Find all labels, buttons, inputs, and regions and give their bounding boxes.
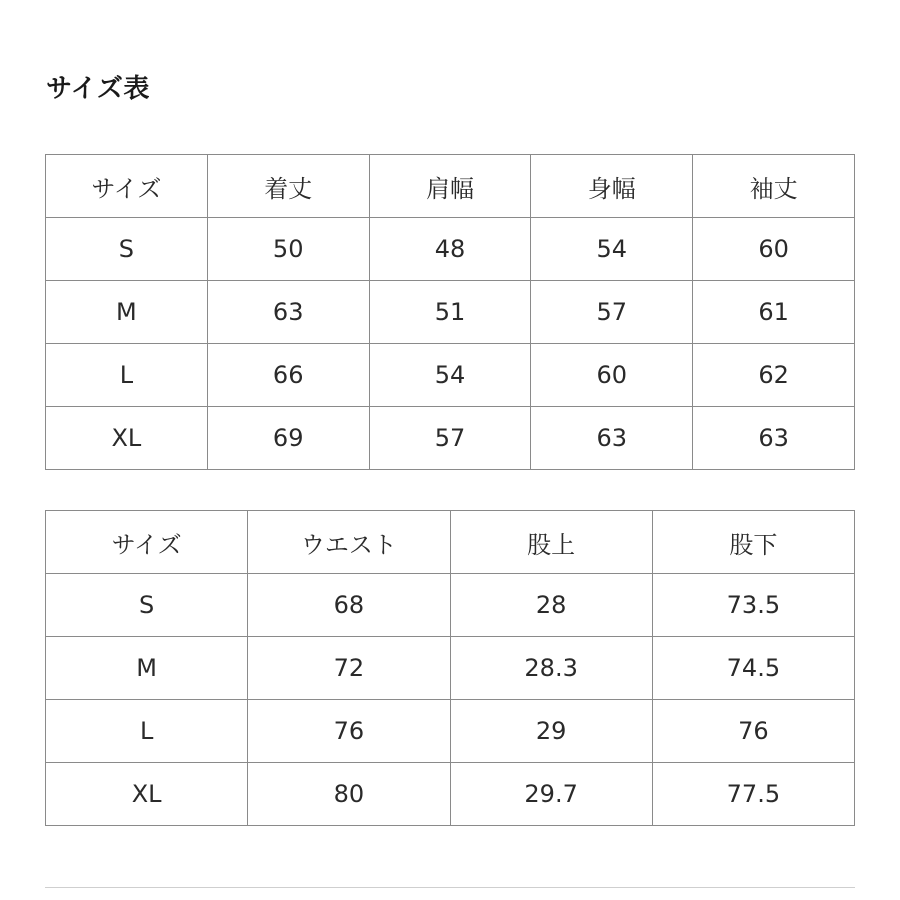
table-cell: 28.3: [450, 637, 652, 700]
tops-size-table: [45, 154, 855, 470]
table-row: [46, 407, 855, 470]
table-cell: 61: [693, 281, 855, 344]
table-row: [46, 763, 855, 826]
table-cell: 54: [531, 218, 693, 281]
table-cell: XL: [46, 763, 248, 826]
header-cell-rise: 股上: [450, 511, 652, 574]
table-cell: 72: [248, 637, 450, 700]
table-cell: 62: [693, 344, 855, 407]
table-cell: 29: [450, 700, 652, 763]
table-row: [46, 344, 855, 407]
table-cell: 63: [531, 407, 693, 470]
table-cell: S: [46, 574, 248, 637]
table-cell: 66: [207, 344, 369, 407]
table-cell: 68: [248, 574, 450, 637]
table-cell: 54: [369, 344, 531, 407]
header-cell-inseam: 股下: [652, 511, 854, 574]
table-cell: 28: [450, 574, 652, 637]
table-cell: 51: [369, 281, 531, 344]
table-row: [46, 281, 855, 344]
table-cell: L: [46, 700, 248, 763]
header-cell-sleeve: 袖丈: [693, 155, 855, 218]
table-header-row: [46, 155, 855, 218]
table-cell: 50: [207, 218, 369, 281]
table-cell: 60: [531, 344, 693, 407]
header-cell-length: 着丈: [207, 155, 369, 218]
table-cell: XL: [46, 407, 208, 470]
table-header-row: [46, 511, 855, 574]
header-cell-chest: 身幅: [531, 155, 693, 218]
header-cell-waist: ウエスト: [248, 511, 450, 574]
table-cell: 57: [531, 281, 693, 344]
table-cell: S: [46, 218, 208, 281]
table-cell: 69: [207, 407, 369, 470]
table-cell: 60: [693, 218, 855, 281]
table-cell: M: [46, 281, 208, 344]
table-row: [46, 700, 855, 763]
table-row: [46, 218, 855, 281]
bottoms-size-table: [45, 510, 855, 826]
table-cell: 73.5: [652, 574, 854, 637]
table-cell: 80: [248, 763, 450, 826]
header-cell-shoulder: 肩幅: [369, 155, 531, 218]
table-cell: 76: [248, 700, 450, 763]
section-divider: [45, 887, 855, 888]
table-cell: 74.5: [652, 637, 854, 700]
table-cell: 76: [652, 700, 854, 763]
table-cell: 48: [369, 218, 531, 281]
table-cell: 77.5: [652, 763, 854, 826]
table-cell: 63: [693, 407, 855, 470]
table-row: [46, 574, 855, 637]
table-cell: 63: [207, 281, 369, 344]
table-cell: L: [46, 344, 208, 407]
page-title: サイズ表: [46, 74, 150, 104]
table-cell: M: [46, 637, 248, 700]
table-row: [46, 637, 855, 700]
table-cell: 29.7: [450, 763, 652, 826]
header-cell-size: サイズ: [46, 511, 248, 574]
table-cell: 57: [369, 407, 531, 470]
header-cell-size: サイズ: [46, 155, 208, 218]
